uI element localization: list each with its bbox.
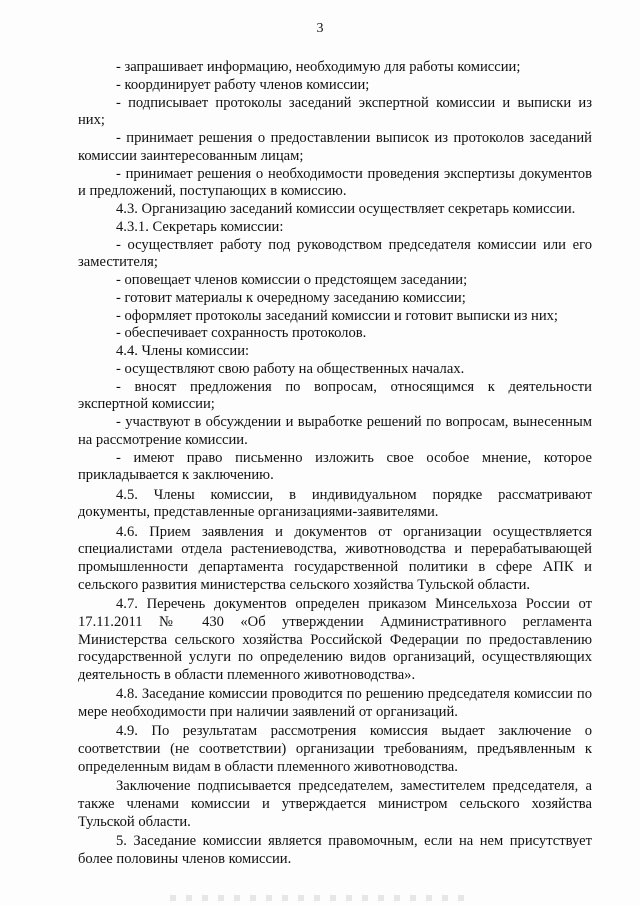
document-body (78, 59, 592, 868)
paragraph: - координирует работу членов комиссии; (116, 76, 370, 93)
paragraph: 4.5. Члены комиссии, в индивидуальном порядке рассматривают документы, представленные организациями-заявителями. (78, 486, 592, 521)
paragraph: 4.7. Перечень документов определен приказом Минсельхоза России от 17.11.2011 № 430 «Об утверждении Административного регламента Министерства сельского хозяйства Российской Федерации по предоставлению государственной услуги по определению видов организаций, осуществляющих деятельность в области племенного животноводства». (78, 596, 592, 683)
paragraph: - запрашивает информацию, необходимую для работы комиссии; (116, 59, 521, 75)
paragraph: 5. Заседание комиссии является правомочным, если на нем присутствует более половины членов комиссии. (78, 832, 592, 867)
paragraph: - осуществляют свою работу на общественных началах. (116, 360, 465, 377)
paragraph: - осуществляет работу под руководством председателя комиссии или его заместителя; (78, 236, 592, 271)
paragraph: - имеют право письменно изложить свое особое мнение, которое прикладывается к заключению. (78, 449, 592, 484)
paragraph: 4.3.1. Секретарь комиссии: (116, 218, 284, 235)
paragraph: 4.6. Прием заявления и документов от организации осуществляется специалистами отдела растениеводства, животноводства и перерабатывающей промышленности департамента государственной политики в сфере АПК и сельского развития министерства сельского хозяйства Тульской области. (78, 523, 592, 593)
paragraph: - принимает решения о предоставлении выписок из протоколов заседаний комиссии заинтересованным лицам; (78, 130, 592, 164)
paragraph: 4.4. Члены комиссии: (116, 343, 250, 359)
paragraph: - оповещает членов комиссии о предстоящем заседании; (116, 272, 468, 288)
paragraph: Заключение подписывается председателем, заместителем председателя, а также членами комиссии и утверждается министром сельского хозяйства Тульской области. (78, 778, 592, 830)
paragraph: - подписывает протоколы заседаний экспертной комиссии и выписки из них; (78, 94, 592, 129)
paragraph: - вносят предложения по вопросам, относящимся к деятельности экспертной комиссии; (78, 378, 592, 413)
paragraph: - принимает решения о необходимости проведения экспертизы документов и предложений, поступающих в комиссию. (78, 165, 592, 200)
page-number: 3 (316, 21, 324, 36)
paragraph: 4.3. Организацию заседаний комиссии осуществляет секретарь комиссии. (116, 201, 576, 217)
paragraph: 4.8. Заседание комиссии проводится по решению председателя комиссии по мере необходимости при наличии заявлений от организаций. (78, 686, 592, 720)
paragraph: 4.9. По результатам рассмотрения комиссия выдает заключение о соответствии (не соответствии) организации требованиям, предъявленным к определенным видам в области племенного животноводства. (78, 723, 592, 775)
paragraph: - участвуют в обсуждении и выработке решений по вопросам, вынесенным на рассмотрение комиссии. (78, 414, 592, 448)
paragraph: - готовит материалы к очередному заседанию комиссии; (116, 289, 466, 306)
paragraph: - оформляет протоколы заседаний комиссии и готовит выписки из них; (116, 307, 558, 324)
paragraph: - обеспечивает сохранность протоколов. (116, 325, 367, 342)
scan-artifact (170, 895, 470, 901)
